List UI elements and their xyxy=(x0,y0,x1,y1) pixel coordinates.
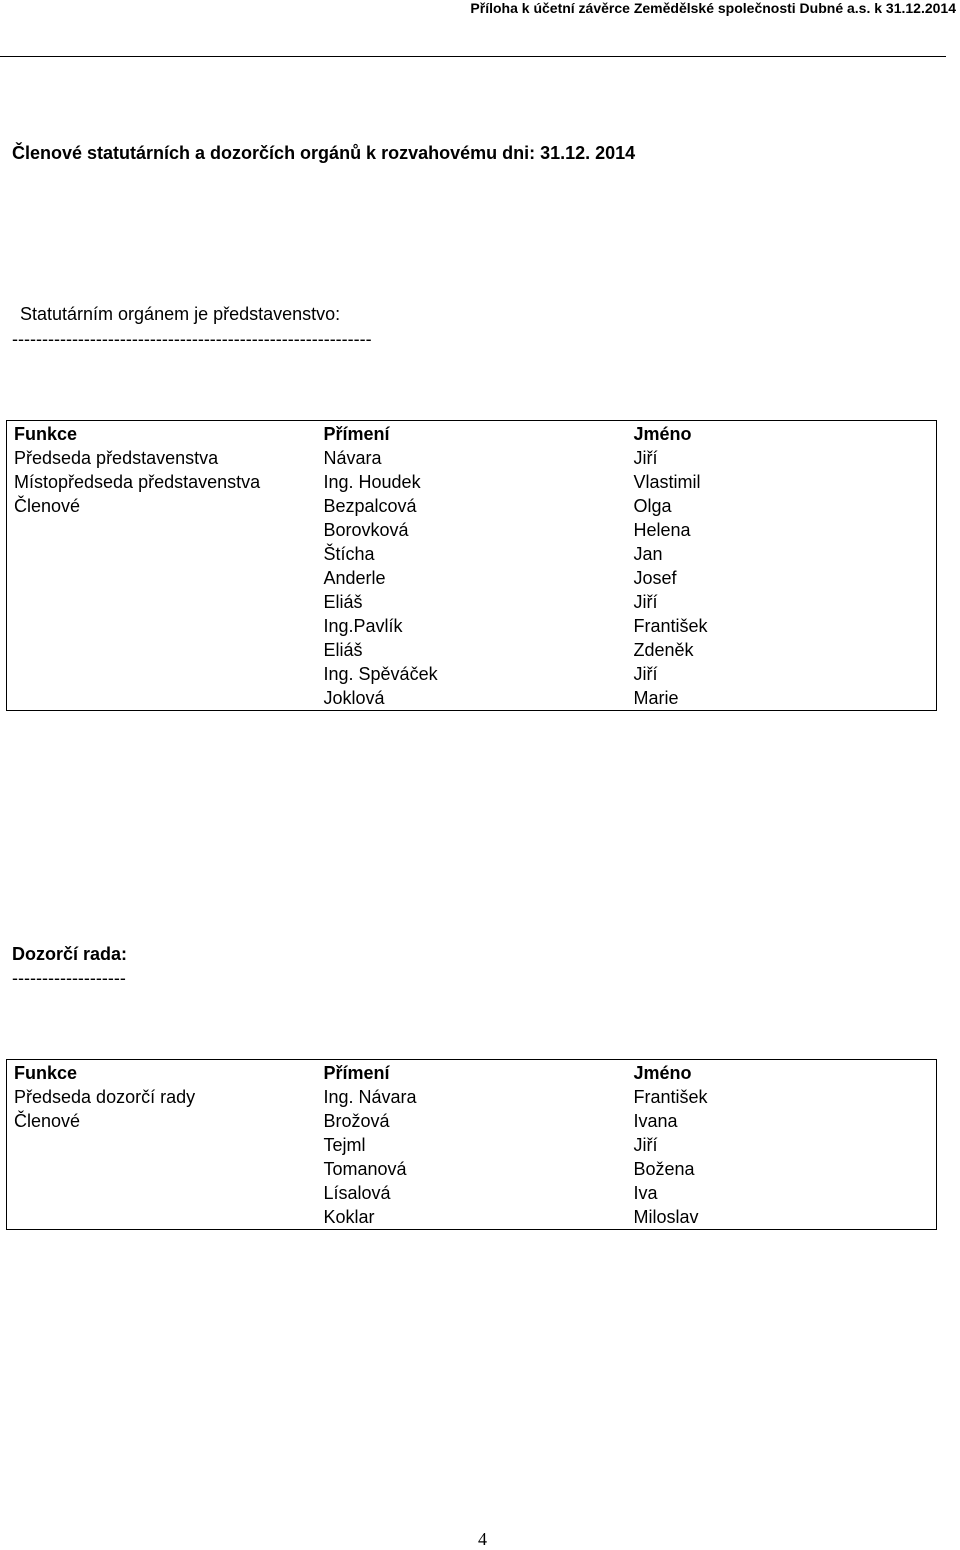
table-row xyxy=(7,614,937,638)
table-row xyxy=(7,1133,937,1157)
function-cell xyxy=(7,566,317,590)
first-name-cell: Zdeněk xyxy=(633,640,694,660)
first-name-cell: Josef xyxy=(633,568,677,588)
first-name-cell: Ivana xyxy=(633,1111,678,1131)
header-rule xyxy=(0,56,946,57)
surname-cell: Brožová xyxy=(323,1111,390,1131)
first-name-cell: Jan xyxy=(633,544,663,564)
table-row xyxy=(7,1181,937,1205)
table-row xyxy=(7,638,937,662)
statutory-section-title: Statutárním orgánem je představenstvo: xyxy=(20,304,341,324)
function-cell: Členové xyxy=(14,496,81,516)
surname-cell: Ing. Návara xyxy=(323,1087,417,1107)
function-cell xyxy=(7,1133,317,1157)
table-row xyxy=(7,446,937,470)
first-name-cell: František xyxy=(633,616,708,636)
surname-cell: Eliáš xyxy=(323,592,363,612)
table-row xyxy=(7,566,937,590)
surname-cell: Eliáš xyxy=(323,640,363,660)
function-cell: Členové xyxy=(14,1111,81,1131)
function-cell xyxy=(7,1205,317,1230)
function-cell xyxy=(7,1157,317,1181)
function-cell xyxy=(7,518,317,542)
column-header: Funkce xyxy=(14,424,78,444)
function-cell xyxy=(7,542,317,566)
statutory-table xyxy=(6,420,937,711)
table-header-row xyxy=(7,421,937,447)
column-header: Jméno xyxy=(633,424,692,444)
surname-cell: Tejml xyxy=(323,1135,366,1155)
table-row xyxy=(7,1157,937,1181)
table-row xyxy=(7,1109,937,1133)
surname-cell: Štícha xyxy=(323,544,375,564)
surname-cell: Bezpalcová xyxy=(323,496,417,516)
surname-cell: Ing. Spěváček xyxy=(323,664,438,684)
column-header: Přímení xyxy=(323,424,390,444)
surname-cell: Lísalová xyxy=(323,1183,391,1203)
surname-cell: Anderle xyxy=(323,568,386,588)
function-cell: Místopředseda představenstva xyxy=(14,472,261,492)
supervisory-section-title: Dozorčí rada: xyxy=(12,944,128,964)
function-cell xyxy=(7,614,317,638)
first-name-cell: Iva xyxy=(633,1183,658,1203)
surname-cell: Návara xyxy=(323,448,382,468)
table-row xyxy=(7,590,937,614)
first-name-cell: Helena xyxy=(633,520,691,540)
function-cell xyxy=(7,662,317,686)
main-title: Členové statutárních a dozorčích orgánů k rozvahovému dni: 31.12. 2014 xyxy=(12,143,636,163)
table-row xyxy=(7,662,937,686)
table-row xyxy=(7,494,937,518)
first-name-cell: Jiří xyxy=(633,592,658,612)
first-name-cell: Marie xyxy=(633,688,679,708)
surname-cell: Borovková xyxy=(323,520,409,540)
column-header: Přímení xyxy=(323,1063,390,1083)
function-cell xyxy=(7,686,317,711)
table-row xyxy=(7,542,937,566)
supervisory-table xyxy=(6,1059,937,1230)
first-name-cell: Jiří xyxy=(633,448,658,468)
first-name-cell: Božena xyxy=(633,1159,695,1179)
table-row xyxy=(7,470,937,494)
table-row xyxy=(7,686,937,711)
first-name-cell: Vlastimil xyxy=(633,472,701,492)
column-header: Funkce xyxy=(14,1063,78,1083)
first-name-cell: František xyxy=(633,1087,708,1107)
table-header-row xyxy=(7,1060,937,1086)
statutory-dashes: ------------------------------------------------------------ xyxy=(12,329,372,349)
first-name-cell: Miloslav xyxy=(633,1207,699,1227)
function-cell xyxy=(7,638,317,662)
column-header: Jméno xyxy=(633,1063,692,1083)
document-header: Příloha k účetní závěrce Zemědělské společnosti Dubné a.s. k 31.12.2014 xyxy=(470,0,956,16)
first-name-cell: Jiří xyxy=(633,1135,658,1155)
first-name-cell: Olga xyxy=(633,496,672,516)
table-row xyxy=(7,1085,937,1109)
surname-cell: Ing. Houdek xyxy=(323,472,421,492)
page-number: 4 xyxy=(478,1529,487,1549)
surname-cell: Joklová xyxy=(323,688,385,708)
function-cell xyxy=(7,1181,317,1205)
surname-cell: Ing.Pavlík xyxy=(323,616,403,636)
surname-cell: Koklar xyxy=(323,1207,375,1227)
surname-cell: Tomanová xyxy=(323,1159,407,1179)
table-row xyxy=(7,518,937,542)
function-cell: Předseda dozorčí rady xyxy=(14,1087,196,1107)
first-name-cell: Jiří xyxy=(633,664,658,684)
function-cell: Předseda představenstva xyxy=(14,448,219,468)
function-cell xyxy=(7,590,317,614)
supervisory-dashes: ------------------- xyxy=(12,968,126,988)
table-row xyxy=(7,1205,937,1230)
